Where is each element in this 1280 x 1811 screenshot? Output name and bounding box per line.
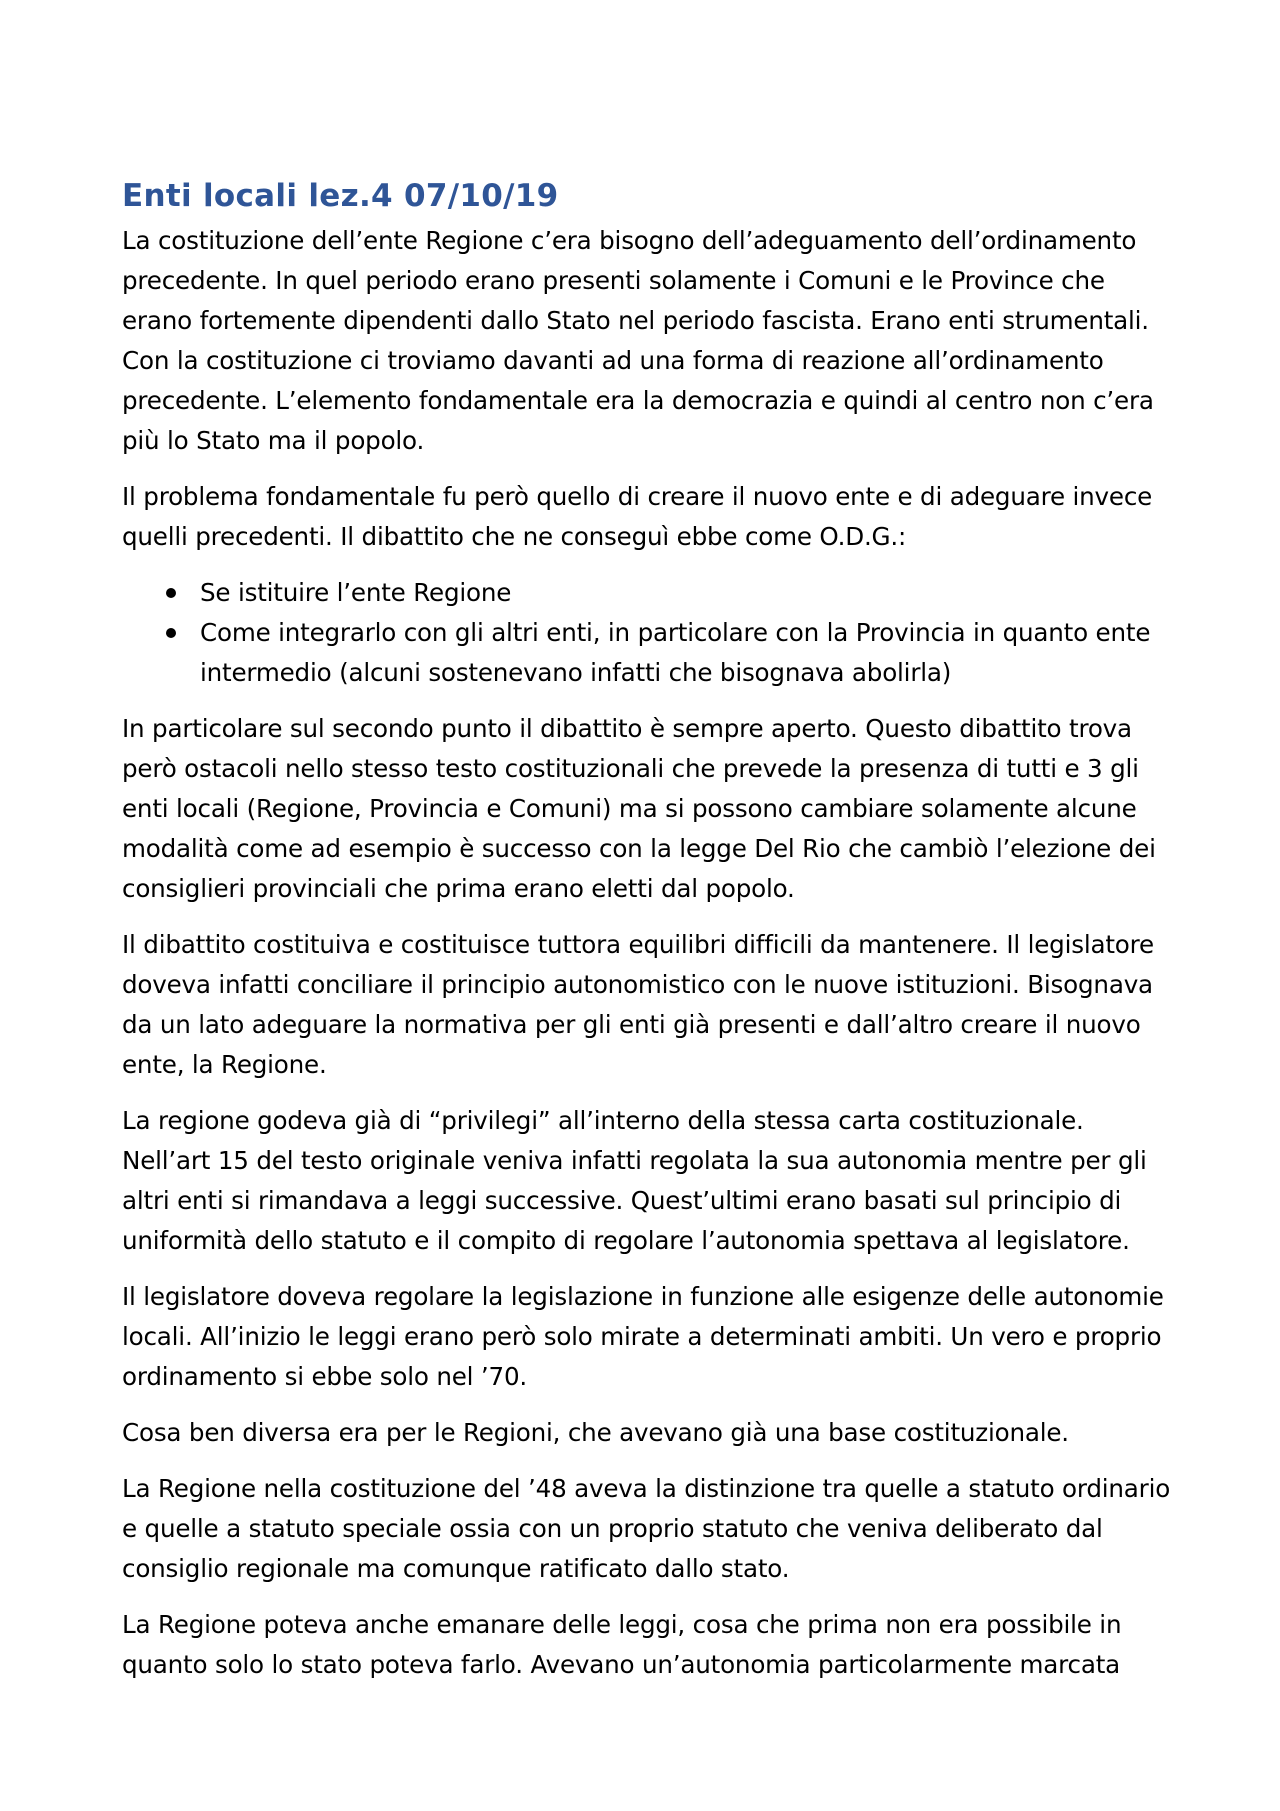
bullet-item: [122, 613, 1172, 693]
paragraph: La Regione nella costituzione del ’48 aveva la distinzione tra quelle a statuto ordinario e quelle a statuto speciale ossia con un proprio statuto che veniva deliberato dal consiglio regionale ma comunque ratificato dallo stato.: [122, 1474, 1171, 1583]
document-title: Enti locali lez.4 07/10/19: [122, 178, 559, 214]
paragraph: Il dibattito costituiva e costituisce tuttora equilibri difficili da mantenere. Il legislatore doveva infatti conciliare il principio autonomistico con le nuove istituzioni. Bisognava da un lato adeguare la normativa per gli enti già presenti e dall’altro creare il nuovo ente, la Regione.: [122, 930, 1154, 1079]
paragraph: La costituzione dell’ente Regione c’era bisogno dell’adeguamento dell’ordinamento precedente. In quel periodo erano presenti solamente i Comuni e le Province che erano fortemente dipendenti dallo Stato nel periodo fascista. Erano enti strumentali. Con la costituzione ci troviamo davanti ad una forma di reazione all’ordinamento precedente. L’elemento fondamentale era la democrazia e quindi al centro non c’era più lo Stato ma il popolo.: [122, 226, 1154, 455]
bullet-text: Come integrarlo con gli altri enti, in particolare con la Provincia in quanto ente intermedio (alcuni sostenevano infatti che bisognava abolirla): [200, 618, 1151, 687]
bullet-dot-icon: [166, 628, 176, 638]
paragraph: La regione godeva già di “privilegi” all’interno della stessa carta costituzionale. Nell’art 15 del testo originale veniva infatti regolata la sua autonomia mentre per gli altri enti si rimandava a leggi successive. Quest’ultimi erano basati sul principio di uniformità dello statuto e il compito di regolare l’autonomia spettava al legislatore.: [122, 1106, 1147, 1255]
paragraph: Il legislatore doveva regolare la legislazione in funzione alle esigenze delle autonomie locali. All’inizio le leggi erano però solo mirate a determinati ambiti. Un vero e proprio ordinamento si ebbe solo nel ’70.: [122, 1282, 1164, 1391]
paragraph: Il problema fondamentale fu però quello di creare il nuovo ente e di adeguare invece quelli precedenti. Il dibattito che ne conseguì ebbe come O.D.G.:: [122, 482, 1153, 551]
paragraph: La Regione poteva anche emanare delle leggi, cosa che prima non era possibile in quanto solo lo stato poteva farlo. Avevano un’autonomia particolarmente marcata: [122, 1610, 1122, 1679]
bullet-dot-icon: [166, 588, 176, 598]
bullet-item: [122, 573, 1172, 613]
bullet-list: [122, 573, 1172, 693]
paragraph: Cosa ben diversa era per le Regioni, che avevano già una base costituzionale.: [122, 1418, 1069, 1447]
bullet-text: Se istituire l’ente Regione: [200, 578, 512, 607]
paragraph: In particolare sul secondo punto il dibattito è sempre aperto. Questo dibattito trova però ostacoli nello stesso testo costituzionali che prevede la presenza di tutti e 3 gli enti locali (Regione, Provincia e Comuni) ma si possono cambiare solamente alcune modalità come ad esempio è successo con la legge Del Rio che cambiò l’elezione dei consiglieri provinciali che prima erano eletti dal popolo.: [122, 714, 1156, 903]
document-body: [122, 175, 1172, 1701]
